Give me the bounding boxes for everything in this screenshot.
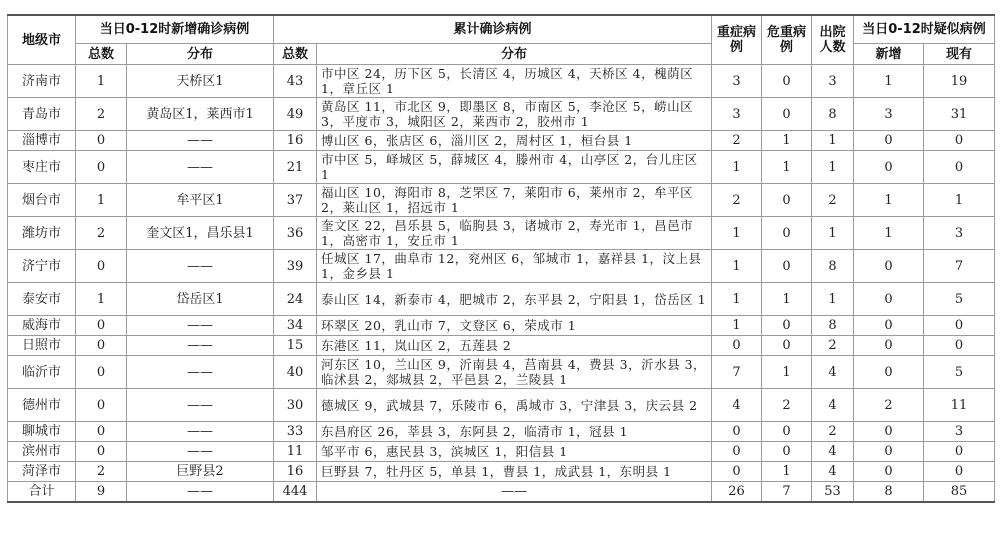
severe-cell: 0 xyxy=(712,442,762,462)
table-row xyxy=(8,336,995,356)
city-cell: 潍坊市 xyxy=(8,217,76,250)
discharged-cell: 1 xyxy=(812,131,854,151)
header-new-group: 当日0-12时新增确诊病例 xyxy=(76,15,274,44)
header-suspect-group: 当日0-12时疑似病例 xyxy=(854,15,995,44)
critical-cell: 1 xyxy=(762,283,812,316)
city-cell: 泰安市 xyxy=(8,283,76,316)
header-city: 地级市 xyxy=(8,15,76,65)
suspect-current-cell: 0 xyxy=(924,316,995,336)
new-total-cell: 9 xyxy=(76,482,127,502)
discharged-cell: 1 xyxy=(812,151,854,184)
table-row xyxy=(8,98,995,131)
severe-cell: 2 xyxy=(712,131,762,151)
new-distribution-cell: —— xyxy=(127,356,274,389)
suspect-new-cell: 0 xyxy=(854,151,924,184)
cum-distribution-cell: 邹平市 6，惠民县 3，滨城区 1，阳信县 1 xyxy=(317,442,712,462)
discharged-cell: 4 xyxy=(812,442,854,462)
severe-cell: 7 xyxy=(712,356,762,389)
city-cell: 日照市 xyxy=(8,336,76,356)
city-cell: 济宁市 xyxy=(8,250,76,283)
cum-distribution-cell: 泰山区 14，新泰市 4，肥城市 2，东平县 2，宁阳县 1，岱岳区 1 xyxy=(317,283,712,316)
new-total-cell: 1 xyxy=(76,65,127,98)
new-distribution-cell: 牟平区1 xyxy=(127,184,274,217)
cum-distribution-cell: 黄岛区 11，市北区 9，即墨区 8，市南区 5，李沧区 5，崂山区 3，平度市 3，城阳区 2，莱西市 2，胶州市 1 xyxy=(317,98,712,131)
header-critical: 危重病例 xyxy=(762,15,812,65)
city-cell: 济南市 xyxy=(8,65,76,98)
total-row xyxy=(8,482,995,502)
new-total-cell: 2 xyxy=(76,98,127,131)
cum-distribution-cell: 德城区 9，武城县 7，乐陵市 6，禹城市 3，宁津县 3，庆云县 2 xyxy=(317,389,712,422)
table-body xyxy=(8,65,995,502)
table-row xyxy=(8,389,995,422)
table-row xyxy=(8,151,995,184)
discharged-cell: 8 xyxy=(812,250,854,283)
city-cell: 烟台市 xyxy=(8,184,76,217)
discharged-cell: 2 xyxy=(812,184,854,217)
cum-distribution-cell: 东港区 11，岚山区 2，五莲县 2 xyxy=(317,336,712,356)
critical-cell: 2 xyxy=(762,389,812,422)
header-cum-total: 总数 xyxy=(274,44,317,65)
severe-cell: 3 xyxy=(712,98,762,131)
city-cell: 菏泽市 xyxy=(8,462,76,482)
suspect-current-cell: 31 xyxy=(924,98,995,131)
header-new-total: 总数 xyxy=(76,44,127,65)
city-cell: 德州市 xyxy=(8,389,76,422)
discharged-cell: 1 xyxy=(812,217,854,250)
cum-total-cell: 24 xyxy=(274,283,317,316)
severe-cell: 1 xyxy=(712,151,762,184)
severe-cell: 1 xyxy=(712,217,762,250)
suspect-new-cell: 0 xyxy=(854,422,924,442)
discharged-cell: 2 xyxy=(812,336,854,356)
cum-distribution-cell: 环翠区 20，乳山市 7，文登区 6，荣成市 1 xyxy=(317,316,712,336)
suspect-new-cell: 0 xyxy=(854,442,924,462)
severe-cell: 26 xyxy=(712,482,762,502)
critical-cell: 1 xyxy=(762,356,812,389)
new-total-cell: 1 xyxy=(76,283,127,316)
cum-distribution-cell: 博山区 6，张店区 6，淄川区 2，周村区 1，桓台县 1 xyxy=(317,131,712,151)
header-new-distribution: 分布 xyxy=(127,44,274,65)
new-distribution-cell: —— xyxy=(127,482,274,502)
severe-cell: 1 xyxy=(712,283,762,316)
cum-distribution-cell: 市中区 5，峄城区 5，薛城区 4，滕州市 4，山亭区 2，台儿庄区 1 xyxy=(317,151,712,184)
cum-total-cell: 49 xyxy=(274,98,317,131)
cum-distribution-cell: 奎文区 22，昌乐县 5，临朐县 3，诸城市 2，寿光市 1，昌邑市 1，高密市 1，安丘市 1 xyxy=(317,217,712,250)
new-distribution-cell: 黄岛区1，莱西市1 xyxy=(127,98,274,131)
cum-total-cell: 43 xyxy=(274,65,317,98)
suspect-current-cell: 0 xyxy=(924,151,995,184)
cum-distribution-cell: 东昌府区 26，莘县 3，东阿县 2，临清市 1，冠县 1 xyxy=(317,422,712,442)
new-distribution-cell: 奎文区1，昌乐县1 xyxy=(127,217,274,250)
table-row xyxy=(8,283,995,316)
suspect-current-cell: 0 xyxy=(924,336,995,356)
new-total-cell: 0 xyxy=(76,151,127,184)
new-distribution-cell: —— xyxy=(127,442,274,462)
table-row xyxy=(8,462,995,482)
cum-distribution-cell: 巨野县 7，牡丹区 5，单县 1，曹县 1，成武县 1，东明县 1 xyxy=(317,462,712,482)
critical-cell: 0 xyxy=(762,422,812,442)
critical-cell: 1 xyxy=(762,151,812,184)
new-distribution-cell: —— xyxy=(127,422,274,442)
header-cum-distribution: 分布 xyxy=(317,44,712,65)
suspect-current-cell: 7 xyxy=(924,250,995,283)
new-distribution-cell: —— xyxy=(127,316,274,336)
suspect-new-cell: 0 xyxy=(854,336,924,356)
table-row xyxy=(8,217,995,250)
suspect-current-cell: 85 xyxy=(924,482,995,502)
new-total-cell: 0 xyxy=(76,131,127,151)
discharged-cell: 4 xyxy=(812,356,854,389)
discharged-cell: 4 xyxy=(812,462,854,482)
suspect-new-cell: 1 xyxy=(854,217,924,250)
suspect-current-cell: 0 xyxy=(924,131,995,151)
cum-distribution-cell: 任城区 17，曲阜市 12，兖州区 6，邹城市 1，嘉祥县 1，汶上县 1，金乡县 1 xyxy=(317,250,712,283)
severe-cell: 0 xyxy=(712,462,762,482)
severe-cell: 0 xyxy=(712,422,762,442)
critical-cell: 0 xyxy=(762,316,812,336)
suspect-new-cell: 0 xyxy=(854,283,924,316)
new-total-cell: 1 xyxy=(76,184,127,217)
header-discharged: 出院人数 xyxy=(812,15,854,65)
table-row xyxy=(8,422,995,442)
suspect-new-cell: 0 xyxy=(854,462,924,482)
new-distribution-cell: —— xyxy=(127,250,274,283)
city-cell: 临沂市 xyxy=(8,356,76,389)
city-cell: 枣庄市 xyxy=(8,151,76,184)
suspect-current-cell: 11 xyxy=(924,389,995,422)
discharged-cell: 8 xyxy=(812,316,854,336)
cum-total-cell: 15 xyxy=(274,336,317,356)
table-row xyxy=(8,442,995,462)
city-cell: 淄博市 xyxy=(8,131,76,151)
suspect-new-cell: 0 xyxy=(854,356,924,389)
critical-cell: 7 xyxy=(762,482,812,502)
new-total-cell: 0 xyxy=(76,316,127,336)
new-distribution-cell: —— xyxy=(127,131,274,151)
city-cell: 滨州市 xyxy=(8,442,76,462)
suspect-current-cell: 19 xyxy=(924,65,995,98)
discharged-cell: 4 xyxy=(812,389,854,422)
table-row xyxy=(8,250,995,283)
cum-total-cell: 16 xyxy=(274,131,317,151)
severe-cell: 2 xyxy=(712,184,762,217)
cum-total-cell: 444 xyxy=(274,482,317,502)
cum-distribution-cell: —— xyxy=(317,482,712,502)
discharged-cell: 8 xyxy=(812,98,854,131)
suspect-current-cell: 5 xyxy=(924,356,995,389)
suspect-new-cell: 8 xyxy=(854,482,924,502)
suspect-current-cell: 0 xyxy=(924,442,995,462)
suspect-current-cell: 5 xyxy=(924,283,995,316)
critical-cell: 0 xyxy=(762,217,812,250)
critical-cell: 1 xyxy=(762,462,812,482)
cum-total-cell: 21 xyxy=(274,151,317,184)
critical-cell: 0 xyxy=(762,98,812,131)
suspect-current-cell: 1 xyxy=(924,184,995,217)
new-distribution-cell: —— xyxy=(127,151,274,184)
new-distribution-cell: —— xyxy=(127,389,274,422)
suspect-new-cell: 0 xyxy=(854,131,924,151)
critical-cell: 1 xyxy=(762,131,812,151)
cum-total-cell: 30 xyxy=(274,389,317,422)
cum-total-cell: 40 xyxy=(274,356,317,389)
cum-total-cell: 34 xyxy=(274,316,317,336)
new-distribution-cell: 岱岳区1 xyxy=(127,283,274,316)
critical-cell: 0 xyxy=(762,184,812,217)
new-distribution-cell: 天桥区1 xyxy=(127,65,274,98)
critical-cell: 0 xyxy=(762,336,812,356)
suspect-current-cell: 0 xyxy=(924,462,995,482)
new-total-cell: 2 xyxy=(76,462,127,482)
cum-total-cell: 11 xyxy=(274,442,317,462)
cum-total-cell: 16 xyxy=(274,462,317,482)
critical-cell: 0 xyxy=(762,250,812,283)
table-row xyxy=(8,184,995,217)
new-total-cell: 0 xyxy=(76,389,127,422)
severe-cell: 1 xyxy=(712,250,762,283)
discharged-cell: 53 xyxy=(812,482,854,502)
cum-distribution-cell: 市中区 24，历下区 5，长清区 4，历城区 4，天桥区 4，槐荫区 1，章丘区 1 xyxy=(317,65,712,98)
suspect-current-cell: 3 xyxy=(924,217,995,250)
suspect-new-cell: 0 xyxy=(854,250,924,283)
table-row xyxy=(8,316,995,336)
suspect-new-cell: 0 xyxy=(854,316,924,336)
city-cell: 聊城市 xyxy=(8,422,76,442)
suspect-new-cell: 3 xyxy=(854,98,924,131)
new-distribution-cell: 巨野县2 xyxy=(127,462,274,482)
table-row xyxy=(8,65,995,98)
table-row xyxy=(8,131,995,151)
cum-total-cell: 33 xyxy=(274,422,317,442)
header-suspect-new: 新增 xyxy=(854,44,924,65)
new-total-cell: 0 xyxy=(76,442,127,462)
severe-cell: 3 xyxy=(712,65,762,98)
cum-distribution-cell: 福山区 10，海阳市 8，芝罘区 7，莱阳市 6，莱州市 2，牟平区 2，莱山区 1，招远市 1 xyxy=(317,184,712,217)
city-cell: 合计 xyxy=(8,482,76,502)
critical-cell: 0 xyxy=(762,442,812,462)
header-severe: 重症病例 xyxy=(712,15,762,65)
new-total-cell: 0 xyxy=(76,336,127,356)
new-total-cell: 0 xyxy=(76,250,127,283)
discharged-cell: 2 xyxy=(812,422,854,442)
new-distribution-cell: —— xyxy=(127,336,274,356)
city-cell: 青岛市 xyxy=(8,98,76,131)
cum-total-cell: 37 xyxy=(274,184,317,217)
cum-distribution-cell: 河东区 10，兰山区 9，沂南县 4，莒南县 4，费县 3，沂水县 3，临沭县 2，郯城县 2，平邑县 2，兰陵县 1 xyxy=(317,356,712,389)
severe-cell: 1 xyxy=(712,316,762,336)
header-suspect-current: 现有 xyxy=(924,44,995,65)
city-cell: 威海市 xyxy=(8,316,76,336)
critical-cell: 0 xyxy=(762,65,812,98)
suspect-new-cell: 1 xyxy=(854,184,924,217)
cum-total-cell: 36 xyxy=(274,217,317,250)
new-total-cell: 0 xyxy=(76,356,127,389)
discharged-cell: 1 xyxy=(812,283,854,316)
table-row xyxy=(8,356,995,389)
new-total-cell: 0 xyxy=(76,422,127,442)
header-cumulative-group: 累计确诊病例 xyxy=(274,15,712,44)
suspect-current-cell: 3 xyxy=(924,422,995,442)
cum-total-cell: 39 xyxy=(274,250,317,283)
table-container xyxy=(7,14,994,503)
suspect-new-cell: 2 xyxy=(854,389,924,422)
suspect-new-cell: 1 xyxy=(854,65,924,98)
case-table xyxy=(7,14,995,503)
discharged-cell: 3 xyxy=(812,65,854,98)
severe-cell: 4 xyxy=(712,389,762,422)
new-total-cell: 2 xyxy=(76,217,127,250)
severe-cell: 0 xyxy=(712,336,762,356)
